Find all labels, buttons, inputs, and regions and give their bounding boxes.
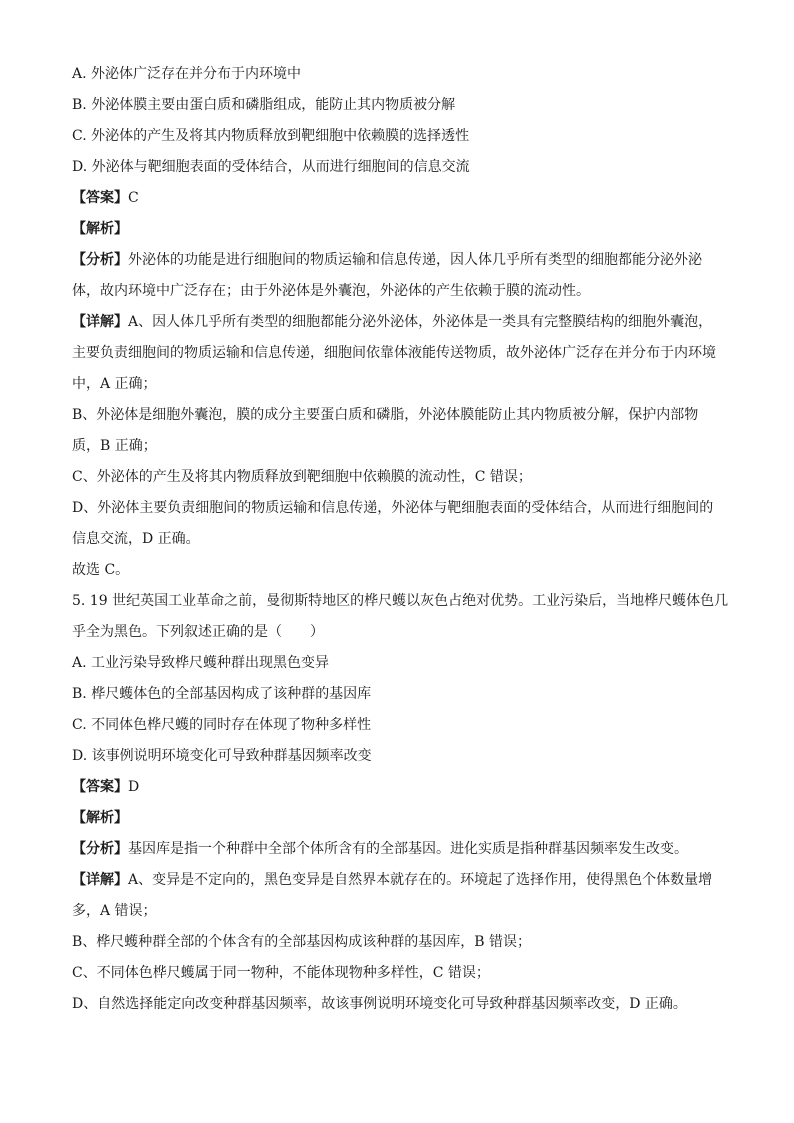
q5-xiangjie-line-4: C、不同体色桦尺蠖属于同一物种，不能体现物种多样性，C 错误； xyxy=(72,965,490,981)
xiangjie-tag: 【详解】 xyxy=(72,872,128,888)
q5-stem-line-1: 5. 19 世纪英国工业革命之前，曼彻斯特地区的桦尺蠖以灰色占绝对优势。工业污染后，当地桦尺蠖体色几 xyxy=(72,593,729,609)
q4-fenxi-line-1 xyxy=(72,250,727,270)
q5-option-c: C. 不同体色桦尺蠖的同时存在体现了物种多样性 xyxy=(72,717,372,733)
q4-xiangjie-line-4: B、外泌体是细胞外囊泡，膜的成分主要蛋白质和磷脂，外泌体膜能防止其内物质被分解，保护内部物 xyxy=(72,407,699,423)
xiangjie-text: A、因人体几乎所有类型的细胞都能分泌外泌体，外泌体是一类具有完整膜结构的细胞外囊泡， xyxy=(128,314,713,330)
answer-value: D xyxy=(128,779,140,795)
q5-option-b: B. 桦尺蠖体色的全部基因构成了该种群的基因库 xyxy=(72,686,372,702)
q4-analysis-heading xyxy=(72,219,727,239)
q4-answer xyxy=(72,188,727,208)
q4-option-d: D. 外泌体与靶细胞表面的受体结合，从而进行细胞间的信息交流 xyxy=(72,159,470,175)
q5-stem-line-2: 乎全为黑色。下列叙述正确的是（ ） xyxy=(72,624,324,640)
q5-xiangjie-line-1 xyxy=(72,870,727,890)
q5-xiangjie-line-3: B、桦尺蠖种群全部的个体含有的全部基因构成该种群的基因库，B 错误； xyxy=(72,934,532,950)
q4-fenxi-line-2: 体，故内环境中广泛存在；由于外泌体是外囊泡，外泌体的产生依赖于膜的流动性。 xyxy=(72,283,590,299)
q4-xiangjie-line-2: 主要负责细胞间的物质运输和信息传递，细胞间依靠体液能传送物质，故外泌体广泛存在并分布于内环境 xyxy=(72,345,716,361)
q4-conclusion: 故选 C。 xyxy=(72,562,130,578)
q5-analysis-heading xyxy=(72,808,727,828)
q4-option-b: B. 外泌体膜主要由蛋白质和磷脂组成，能防止其内物质被分解 xyxy=(72,97,456,113)
fenxi-tag: 【分析】 xyxy=(72,841,128,857)
q4-xiangjie-line-1 xyxy=(72,312,727,332)
q4-xiangjie-line-7: D、外泌体主要负责细胞间的物质运输和信息传递，外泌体与靶细胞表面的受体结合，从而进行细胞间的 xyxy=(72,500,714,516)
analysis-tag: 【解析】 xyxy=(72,221,128,237)
q4-option-a: A. 外泌体广泛存在并分布于内环境中 xyxy=(72,66,302,82)
answer-tag: 【答案】 xyxy=(72,190,128,206)
q5-option-d: D. 该事例说明环境变化可导致种群基因频率改变 xyxy=(72,748,372,764)
q4-xiangjie-line-6: C、外泌体的产生及将其内物质释放到靶细胞中依赖膜的流动性，C 错误； xyxy=(72,469,532,485)
q4-xiangjie-line-8: 信息交流，D 正确。 xyxy=(72,531,200,547)
fenxi-tag: 【分析】 xyxy=(72,252,128,268)
answer-value: C xyxy=(128,190,139,206)
xiangjie-tag: 【详解】 xyxy=(72,314,128,330)
q5-fenxi-line xyxy=(72,839,727,859)
q5-xiangjie-line-5: D、自然选择能定向改变种群基因频率，故该事例说明环境变化可导致种群基因频率改变，D 正确。 xyxy=(72,996,687,1012)
document-page xyxy=(72,64,727,1014)
fenxi-text: 基因库是指一个种群中全部个体所含有的全部基因。进化实质是指种群基因频率发生改变。 xyxy=(128,841,688,857)
q5-option-a: A. 工业污染导致桦尺蠖种群出现黑色变异 xyxy=(72,655,330,671)
q4-option-c: C. 外泌体的产生及将其内物质释放到靶细胞中依赖膜的选择透性 xyxy=(72,128,470,144)
q5-answer xyxy=(72,777,727,797)
q5-xiangjie-line-2: 多，A 错误； xyxy=(72,903,157,919)
q4-xiangjie-line-5: 质，B 正确； xyxy=(72,438,157,454)
fenxi-text: 外泌体的功能是进行细胞间的物质运输和信息传递，因人体几乎所有类型的细胞都能分泌外泌 xyxy=(128,252,702,268)
answer-tag: 【答案】 xyxy=(72,779,128,795)
xiangjie-text: A、变异是不定向的，黑色变异是自然界本就存在的。环境起了选择作用，使得黑色个体数量增 xyxy=(128,872,713,888)
analysis-tag: 【解析】 xyxy=(72,810,128,826)
q4-xiangjie-line-3: 中，A 正确； xyxy=(72,376,157,392)
